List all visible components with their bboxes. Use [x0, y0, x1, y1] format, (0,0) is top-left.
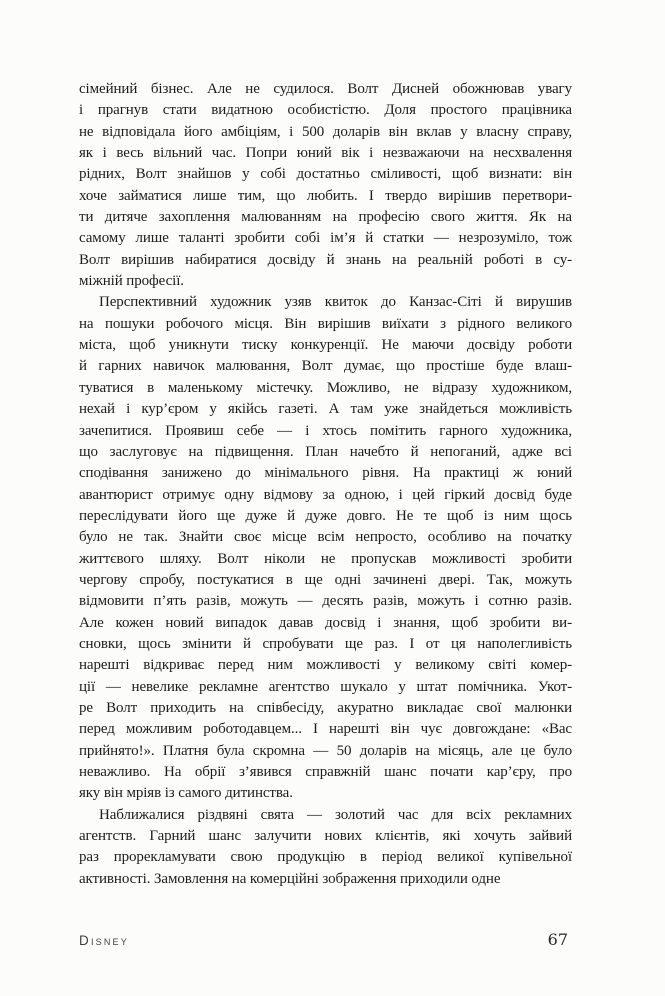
text-line: зачепитися. Проявиш себе — і хтось помітить гарного художника, — [79, 422, 572, 439]
text-line: нарешті відкриває перед ним можливості у великому світі комер- — [79, 657, 572, 674]
text-line: перед можливим роботодавцем... І нарешті він чує довгождане: «Вас — [79, 721, 572, 738]
text-line: ції — невелике рекламне агентство шукало у штат помічника. Укот- — [79, 678, 572, 695]
text-line: як і весь вільний час. Попри юний вік і незважаючи на несхвалення — [79, 145, 572, 162]
text-line: авантюрист отримує одну відмову за одною, і цей гіркий досвід буде — [79, 486, 572, 503]
text-line: хоче займатися лише тим, що любить. І твердо вирішив перетвори- — [79, 187, 572, 204]
text-line: нехай і кур’єром у якійсь газеті. А там уже знайдеться можливість — [79, 401, 572, 418]
text-line: прийнято!». Платня була скромна — 50 доларів на місяць, але це було — [79, 742, 572, 759]
text-line: й гарних навичок малювання, Волт думає, що простіше буде влаш- — [79, 358, 572, 375]
text-line: неважливо. На обрії з’явився справжній шанс почати кар’єру, про — [79, 764, 572, 780]
text-line: ре Волт приходить на співбесіду, акуратно викладає свої малюнки — [79, 699, 572, 716]
text-line: ти дитяче захоплення малюванням на професію свого життя. Як на — [79, 209, 572, 226]
text-line: життєвого шляху. Волт ніколи не пропускав можливості зробити — [79, 550, 572, 567]
paragraph — [79, 805, 572, 890]
text-line: рідних, Волт знайшов у собі достатньо сміливості, щоб визнати: він — [79, 166, 572, 183]
text-line: Перспективний художник узяв квиток до Канзас-Сіті й вирушив — [99, 294, 572, 311]
text-line: туватися в маленькому містечку. Можливо, не відразу художником, — [79, 379, 572, 396]
text-line: сподівання занижено до мінімального рівня. На практиці ж юний — [79, 465, 572, 482]
text-line: чергову спробу, постукатися в ще одні зачинені двері. Так, можуть — [79, 571, 572, 588]
text-line: на пошуки робочого місця. Він вирішив виїхати з рідного великого — [79, 315, 572, 332]
text-line: Але кожен новий випадок давав досвід і знання, щоб зробити ви- — [79, 614, 572, 631]
text-line: Волт вирішив набиратися досвіду й знань на реальній роботі в су- — [79, 251, 572, 268]
text-line: що заслуговує на підвищення. План начебто й непоганий, адже всі — [79, 443, 572, 460]
paragraph — [79, 79, 572, 292]
text-line: було не так. Знайти своє місце всім непросто, особливо на початку — [79, 529, 572, 546]
text-line: агентств. Гарний шанс залучити нових клієнтів, які хочуть зайвий — [79, 828, 572, 845]
footer-page-number: 67 — [547, 930, 568, 949]
page-footer — [79, 930, 568, 949]
text-line: активності. Замовлення на комерційні зображення приходили одне — [79, 870, 501, 887]
body-text — [79, 79, 572, 890]
text-line: міжній професії. — [79, 273, 184, 290]
text-line: самому лише таланті зробити собі ім’я й статки — незрозуміло, тож — [79, 230, 572, 247]
text-line: сновки, щось змінити й спробувати ще раз. І от ця наполегливість — [79, 635, 572, 652]
text-line: переслідувати його ще дуже й дуже довго. Не те щоб із ним щось — [79, 507, 572, 524]
text-line: і прагнув стати видатною особистістю. Доля простого працівника — [79, 102, 572, 119]
text-line: відмовити п’ять разів, можуть — десять разів, можуть і сотню разів. — [79, 593, 572, 610]
paragraph — [79, 292, 572, 804]
footer-book-title: Disney — [79, 933, 129, 948]
text-line: міста, щоб уникнути тиску конкуренції. Не маючи досвіду роботи — [79, 337, 572, 354]
text-line: не відповідала його амбіціям, і 500 доларів він вклав у власну справу, — [79, 123, 572, 140]
text-line: Наближалися різдвяні свята — золотий час для всіх рекламних — [99, 806, 572, 823]
text-line: раз прорекламувати свою продукцію в період великої купівельної — [79, 849, 572, 866]
text-line: яку він мріяв із самого дитинства. — [79, 785, 293, 802]
text-line: сімейний бізнес. Але не судилося. Волт Дисней обожнював увагу — [79, 81, 572, 97]
